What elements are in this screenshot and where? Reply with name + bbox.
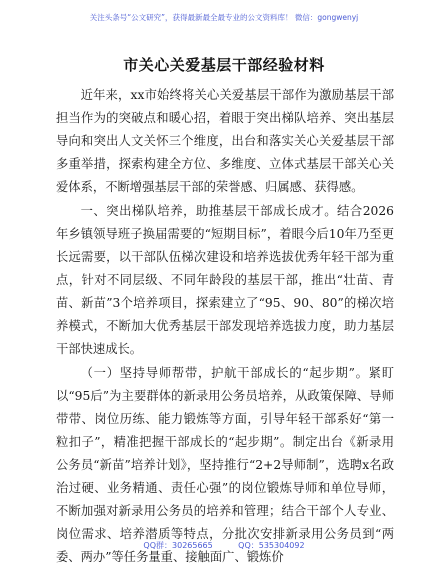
paragraph-intro: 近年来，xx市始终将关心关爱基层干部作为激励基层干部担当作为的突破点和暖心招，着眼于突出梯队培养、突出基层导向和突出人文关怀三个维度，出台和落实关心关爱基层干部多重举措，探索构建全方位、多维度、立体式基层干部关心关爱体系，不断增强基层干部的荣誉感、归属感、获得感。 (56, 88, 394, 194)
paragraph-subsection-one: （一）坚持导师帮带，护航干部成长的“起步期”。紧盯以“95后”为主要群体的新录用公务员培养，从政策保障、导师带带、岗位历练、能力锻炼等方面，引导年轻干部系好“第一粒扣子”，精准把握干部成长的“起步期”。制定出台《新录用公务员“新苗”培养计划》，坚持推行“2+2导师制”，选聘x名政治过硬、业务精通、责任心强”的岗位锻炼导师和单位导师，不断加强对新录用公务员的培养和管理；结合干部个人专业、岗位需求、培养潜质等特点，分批次安排新录用公务员到“两委、两办”等任务量重、接触面广、锻炼价 (56, 366, 394, 564)
header-banner: 关注头条号“公文研究”，获得最新最全最专业的公文资料库！ 微信：gongwenyj (89, 13, 359, 22)
footer-contacts: QQ群：30265665 QQ：535304092 (143, 541, 305, 550)
document-title: 市关心关爱基层干部经验材料 (123, 56, 325, 74)
paragraph-section-one: 一、突出梯队培养，助推基层干部成长成才。结合2026年乡镇领导班子换届需要的“短期目标”，着眼今后10年乃至更长远需要，以干部队伍梯次建设和培养选拔优秀年轻干部为重点，针对不同层级、不同年龄段的基层干部，推出“壮苗、青苗、新苗”3个培养项目，探索建立了“95、90、80”的梯次培养模式，不断加大优秀基层干部发现培养选拔力度，助力基层干部快速成长。 (56, 204, 394, 356)
document-body (56, 84, 394, 570)
